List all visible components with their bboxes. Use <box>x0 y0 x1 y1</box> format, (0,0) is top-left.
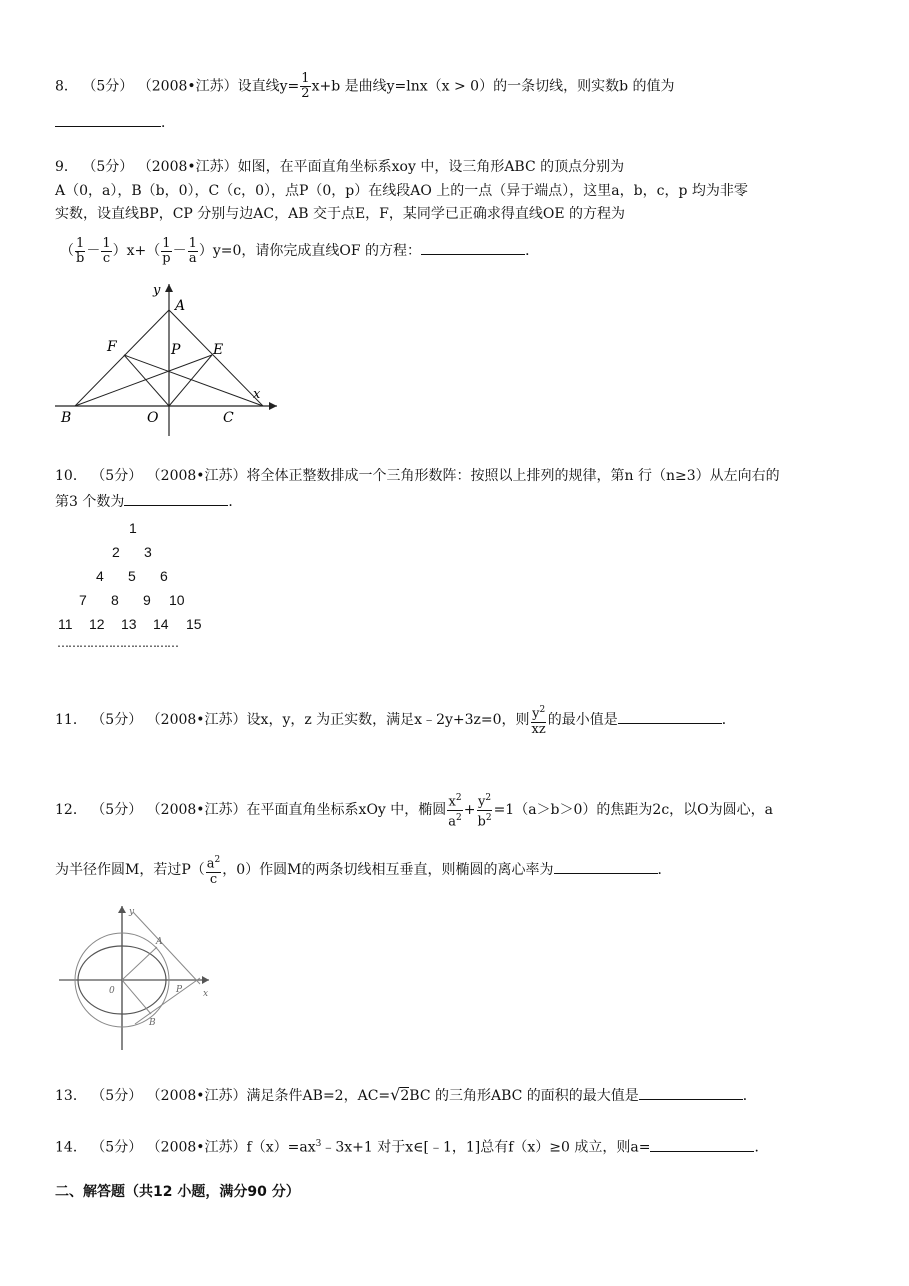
q14-number: 14． <box>55 1139 87 1156</box>
label-y: y <box>129 907 135 917</box>
frac-numerator <box>206 853 222 872</box>
label-b: B <box>149 1018 156 1028</box>
frac-denominator <box>447 811 463 829</box>
triangle-number: 14 <box>153 616 169 632</box>
q9-number: 9． <box>55 159 78 175</box>
frac-numerator: 1 <box>162 235 171 251</box>
q13-end: ． <box>742 1088 757 1104</box>
q10-end: ． <box>228 494 243 510</box>
q14-end: ． <box>754 1139 769 1156</box>
tangent-line-2 <box>135 978 200 1024</box>
triangle-number: 12 <box>89 616 105 632</box>
question-13 <box>55 1085 757 1106</box>
var: y <box>478 794 486 810</box>
answer-blank[interactable] <box>650 1137 754 1152</box>
label-c: C <box>223 410 234 426</box>
q14-text: f（x）=ax <box>246 1139 316 1156</box>
q9-equation <box>60 234 539 268</box>
q14-text-b: ﹣3x+1 对于x∈[﹣1，1]总有f（x）≥0 成立，则a= <box>321 1139 651 1156</box>
var: a <box>448 813 457 829</box>
var: a <box>206 856 215 872</box>
exponent: 2 <box>485 793 492 804</box>
eq-mid: ）x+（ <box>112 243 161 259</box>
q11-text-b: 的最小值是 <box>547 712 618 728</box>
minus: － <box>172 243 187 259</box>
question-11 <box>55 700 736 740</box>
q10-text-2 <box>55 491 242 512</box>
answer-blank[interactable] <box>554 859 658 874</box>
q9-text-2: A（0，a），B（b，0），C（c，0），点P（0，p）在线段AO 上的一点（异于端点），这里a，b，c，p 均为非零 <box>55 183 748 199</box>
triangle-number: 8 <box>111 592 119 608</box>
frac-denominator: p <box>162 250 171 266</box>
label-p: P <box>176 985 183 995</box>
y-arrow-icon <box>118 906 126 913</box>
label-y: y <box>153 283 161 298</box>
q12-text-b: =1（a＞b＞0）的焦距为2c，以O为圆心，a <box>493 802 774 818</box>
label-a: A <box>156 937 163 947</box>
triangle-figure <box>55 280 285 440</box>
q14-score: （5分） <box>91 1139 143 1156</box>
q10-text: 第3 个数为 <box>55 494 125 510</box>
y-arrow-icon <box>165 284 173 292</box>
triangle-number: 6 <box>160 568 168 584</box>
q14-source: （2008•江苏） <box>146 1139 247 1156</box>
frac-numerator <box>531 703 546 722</box>
sqrt-symbol: √ <box>390 1085 401 1104</box>
frac-y2-b2 <box>477 791 493 829</box>
q9-text-1: 如图，在平面直角坐标系xoy 中，设三角形ABC 的顶点分别为 <box>237 159 625 175</box>
question-14 <box>55 1134 768 1158</box>
triangle-number: 1 <box>129 520 137 536</box>
q9-score: （5分） <box>82 159 134 175</box>
label-p: P <box>171 342 181 358</box>
q12-score: （5分） <box>91 802 143 818</box>
ellipsis-dots: …………………………… <box>57 636 178 650</box>
triangle-number: 15 <box>186 616 202 632</box>
frac-numerator: 1 <box>102 235 111 251</box>
frac-denominator: a <box>188 250 197 266</box>
label-a: A <box>175 298 186 314</box>
plus: + <box>463 802 476 818</box>
triangle-number: 11 <box>58 616 73 632</box>
exponent: 2 <box>456 812 462 823</box>
label-o: 0 <box>109 986 115 996</box>
var: x <box>448 794 456 810</box>
frac-1-c <box>101 237 111 266</box>
var: b <box>477 813 486 829</box>
sqrt-radicand: 2 <box>400 1088 410 1104</box>
q11-score: （5分） <box>91 712 143 728</box>
q8-score: （5分） <box>82 78 134 95</box>
q12-number: 12． <box>55 802 87 818</box>
answer-blank[interactable] <box>124 491 228 506</box>
q12-end: ． <box>657 862 672 878</box>
frac-denominator <box>477 811 493 829</box>
triangle-number: 7 <box>79 592 87 608</box>
q8-fraction <box>300 72 310 101</box>
triangle-number: 3 <box>144 544 152 560</box>
answer-blank[interactable] <box>421 240 525 255</box>
label-x: x <box>253 387 261 402</box>
frac-denominator: b <box>76 250 85 266</box>
frac-denominator: c <box>102 250 111 266</box>
frac-numerator <box>447 791 462 810</box>
q12-text: 在平面直角坐标系xOy 中，椭圆 <box>246 802 447 818</box>
exponent: 2 <box>214 855 221 866</box>
q10-number: 10． <box>55 468 87 484</box>
q11-source: （2008•江苏） <box>146 712 247 728</box>
exponent: 2 <box>455 793 462 804</box>
q13-score: （5分） <box>91 1088 143 1104</box>
q13-text: 满足条件AB=2，AC= <box>246 1088 391 1104</box>
frac-1-p <box>161 237 171 266</box>
frac-1-a <box>188 237 198 266</box>
triangle-number: 5 <box>128 568 136 584</box>
q9-source: （2008•江苏） <box>137 159 238 175</box>
q11-end: ． <box>721 712 736 728</box>
q8-number: 8． <box>55 78 78 95</box>
minus: － <box>86 243 101 259</box>
question-8 <box>55 72 674 101</box>
q8-answer-line <box>55 112 175 133</box>
exponent: 3 <box>315 1139 322 1149</box>
radius-oa <box>122 947 157 980</box>
q8-source: （2008•江苏） <box>137 78 238 95</box>
question-12 <box>55 790 773 830</box>
radius-ob <box>122 980 151 1014</box>
q11-number: 11． <box>55 712 87 728</box>
exponent: 2 <box>539 705 546 716</box>
label-x: x <box>203 989 209 999</box>
triangle-number: 9 <box>143 592 151 608</box>
answer-blank[interactable] <box>55 112 161 127</box>
question-10 <box>55 466 780 486</box>
frac-denominator: c <box>209 871 218 887</box>
q9-text-3: 实数，设直线BP，CP 分别与边AC，AB 交于点E，F，某同学已正确求得直线OE 的方程为 <box>55 206 626 222</box>
frac-x2-a2 <box>447 791 463 829</box>
q13-number: 13． <box>55 1088 87 1104</box>
tangent-line-1 <box>133 912 200 984</box>
triangle-number: 10 <box>169 592 185 608</box>
question-9 <box>55 157 624 177</box>
label-b: B <box>61 410 72 426</box>
answer-blank[interactable] <box>639 1085 743 1100</box>
frac-denominator: xz <box>531 721 546 737</box>
frac-numerator: 1 <box>76 235 85 251</box>
frac-1-b <box>75 237 85 266</box>
q10-source: （2008•江苏） <box>146 468 247 484</box>
q13-text-b: BC 的三角形ABC 的面积的最大值是 <box>409 1088 639 1104</box>
x-arrow-icon <box>269 402 277 410</box>
answer-blank[interactable] <box>618 709 722 724</box>
x-arrow-icon <box>202 976 209 984</box>
q13-source: （2008•江苏） <box>146 1088 247 1104</box>
q8-text: 设直线y= <box>237 78 300 95</box>
frac-numerator <box>477 791 492 810</box>
q12-source: （2008•江苏） <box>146 802 247 818</box>
q10-text-1: 将全体正整数排成一个三角形数阵：按照以上排列的规律，第n 行（n≥3）从左向右的 <box>246 468 780 484</box>
q8-text-b: x+b 是曲线y=lnx（x > 0）的一条切线，则实数b 的值为 <box>311 78 675 95</box>
q11-fraction <box>531 703 547 736</box>
triangle-number: 2 <box>112 544 120 560</box>
frac-denominator: 2 <box>301 86 310 101</box>
q12-line-2 <box>55 850 672 890</box>
label-f: F <box>107 339 117 355</box>
frac-numerator: 1 <box>301 71 310 86</box>
label-e: E <box>213 342 224 358</box>
q11-text: 设x，y，z 为正实数，满足x﹣2y+3z=0，则 <box>246 712 530 728</box>
line-of <box>124 355 169 406</box>
q12-text-d: ，0）作圆M的两条切线相互垂直，则椭圆的离心率为 <box>222 862 554 878</box>
frac-a2-c <box>206 853 222 886</box>
q12-text-c: 为半径作圆M，若过P（ <box>55 862 205 878</box>
section-heading: 二、解答题（共12 小题，满分90 分） <box>55 1184 300 1200</box>
frac-numerator: 1 <box>188 235 197 251</box>
triangle-number: 13 <box>121 616 137 632</box>
q10-score: （5分） <box>91 468 143 484</box>
eq-end: ）y=0，请你完成直线OF 的方程： <box>198 243 422 259</box>
exponent: 2 <box>485 812 492 823</box>
var-y: y <box>532 706 540 722</box>
ellipse-circle-figure <box>55 900 220 1055</box>
triangle-number: 4 <box>96 568 104 584</box>
label-o: O <box>147 410 159 426</box>
q8-end: ． <box>161 115 175 131</box>
paren: （ <box>60 243 74 259</box>
q9-end: ． <box>525 243 540 259</box>
